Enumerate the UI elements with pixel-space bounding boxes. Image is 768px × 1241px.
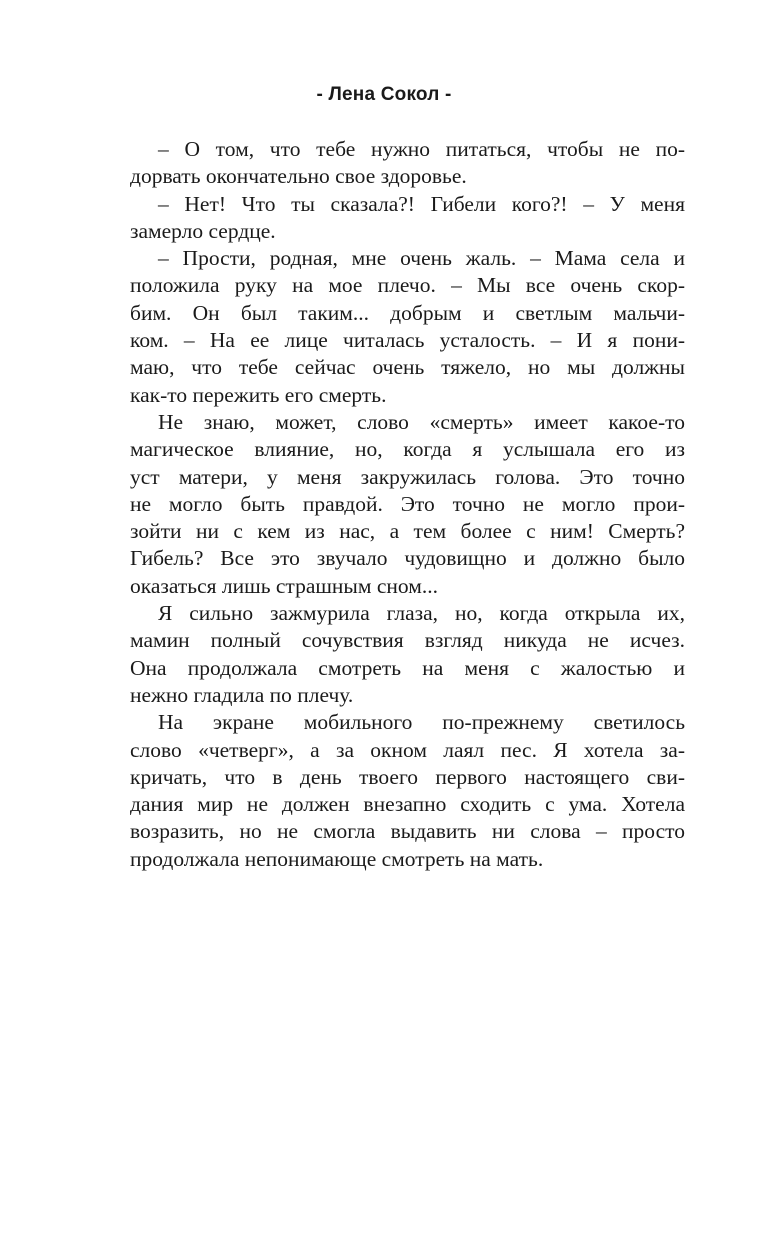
text-line: – Нет! Что ты сказала?! Гибели кого?! – У меня [158, 191, 685, 216]
text-line: возразить, но не смогла выдавить ни слова – просто [130, 819, 685, 844]
running-header: - Лена Сокол - [316, 84, 452, 105]
book-text-body [130, 136, 685, 873]
text-line: как-то пережить его смерть. [130, 382, 387, 407]
text-line: Гибель? Все это звучало чудовищно и должно было [130, 546, 685, 571]
text-line: зойти ни с кем из нас, а тем более с ним! Смерть? [130, 519, 685, 544]
text-line: ком. – На ее лице читалась усталость. – И я пони- [130, 328, 685, 353]
text-line: продолжала непонимающе смотреть на мать. [130, 846, 544, 871]
text-line: маю, что тебе сейчас очень тяжело, но мы должны [130, 355, 685, 380]
text-line: слово «четверг», а за окном лаял пес. Я хотела за- [130, 737, 685, 762]
text-line: мамин полный сочувствия взгляд никуда не исчез. [130, 628, 685, 653]
text-line: Она продолжала смотреть на меня с жалостью и [130, 655, 685, 680]
text-line: оказаться лишь страшным сном... [130, 573, 438, 598]
text-line: Я сильно зажмурила глаза, но, когда открыла их, [158, 601, 685, 626]
text-line: бим. Он был таким... добрым и светлым мальчи- [130, 300, 685, 325]
text-line: замерло сердце. [130, 218, 276, 243]
text-line: уст матери, у меня закружилась голова. Это точно [130, 464, 685, 489]
text-line: дания мир не должен внезапно сходить с ума. Хотела [130, 792, 685, 817]
text-line: – Прости, родная, мне очень жаль. – Мама села и [158, 246, 685, 271]
text-line: – О том, что тебе нужно питаться, чтобы не по- [158, 137, 685, 161]
text-line: Не знаю, может, слово «смерть» имеет какое-то [158, 409, 685, 434]
text-line: На экране мобильного по-прежнему светилось [158, 710, 685, 735]
text-line: нежно гладила по плечу. [130, 682, 354, 707]
text-line: кричать, что в день твоего первого настоящего сви- [130, 764, 685, 789]
text-line: не могло быть правдой. Это точно не могло прои- [130, 491, 685, 516]
text-line: дорвать окончательно свое здоровье. [130, 164, 467, 189]
text-line: положила руку на мое плечо. – Мы все очень скор- [130, 273, 685, 298]
text-line: магическое влияние, но, когда я услышала его из [130, 437, 685, 462]
